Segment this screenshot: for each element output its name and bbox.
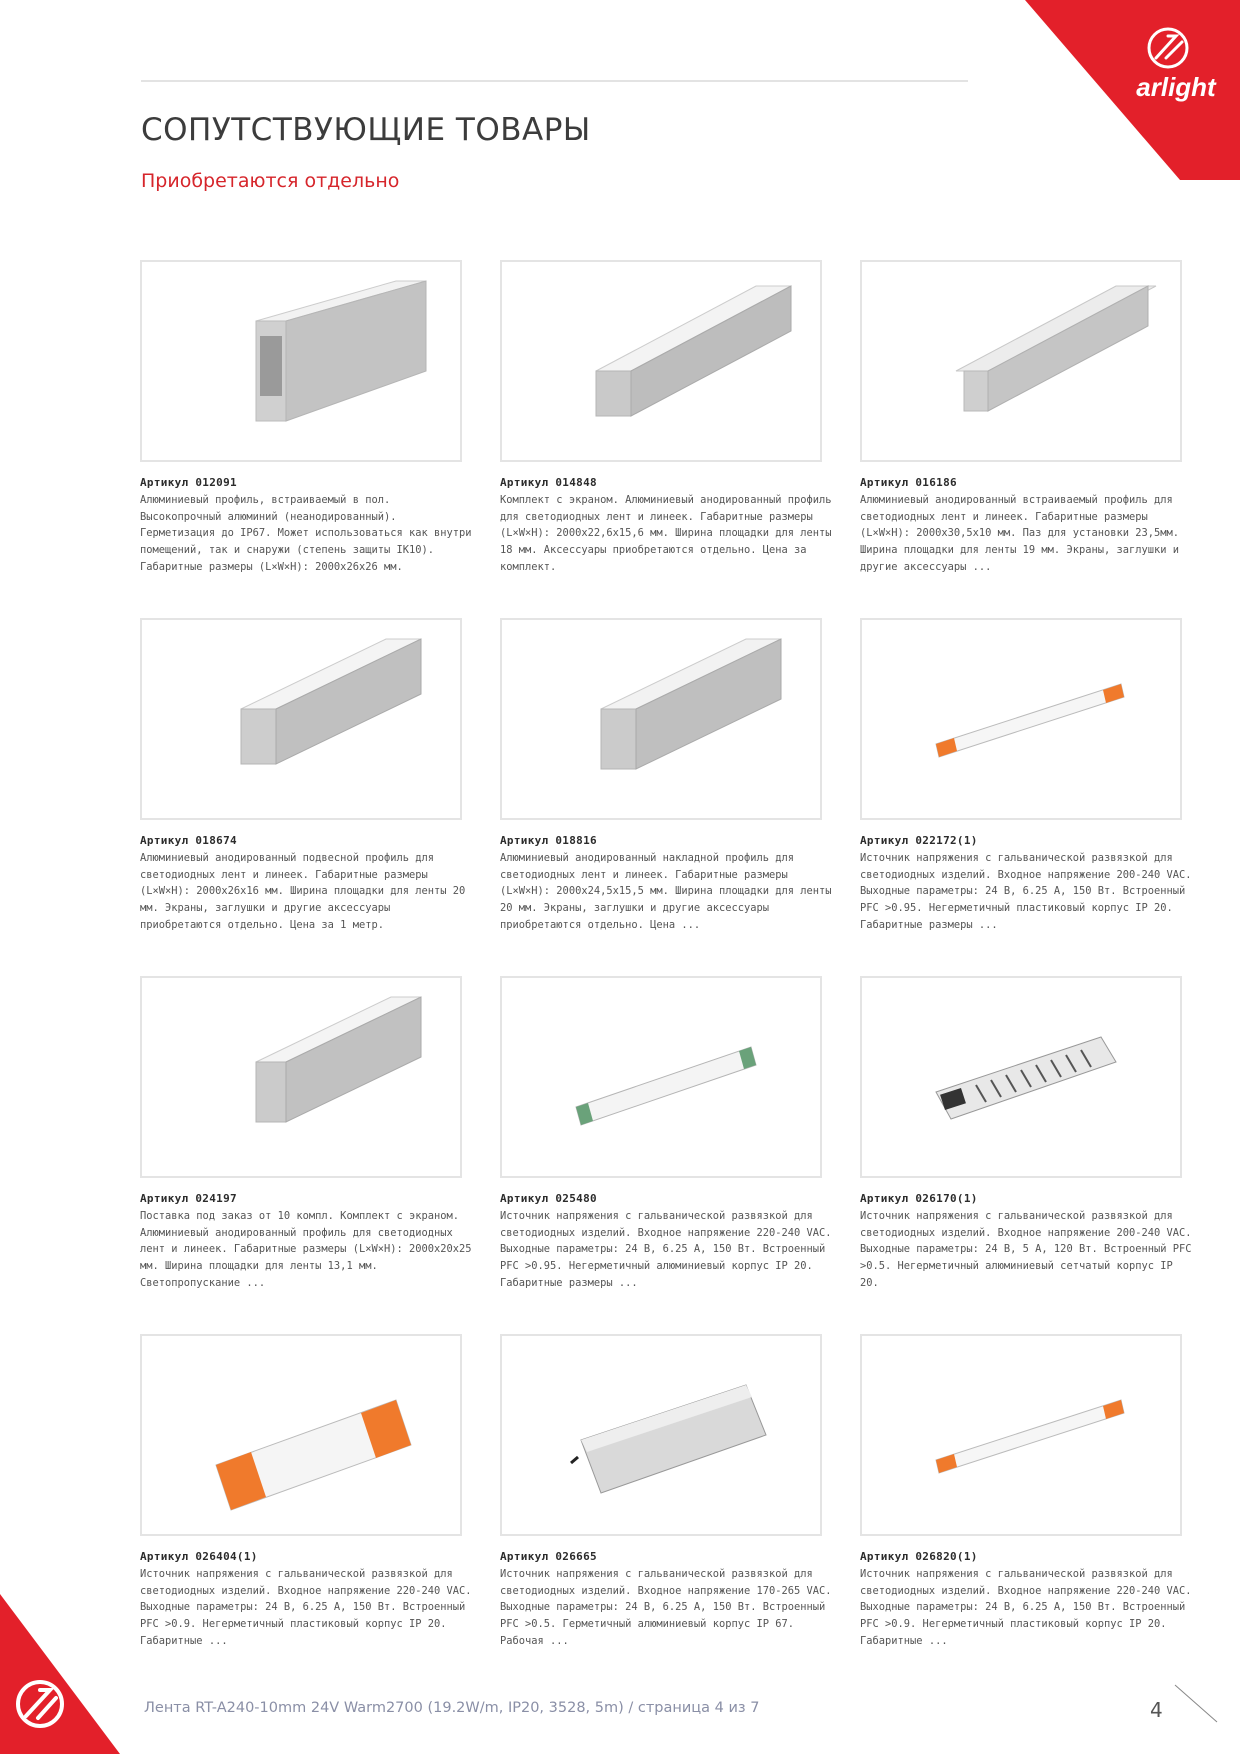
page-subtitle: Приобретаются отдельно	[141, 170, 400, 192]
product-article: Артикул 026820(1)	[860, 1550, 978, 1563]
product-card[interactable]	[140, 976, 475, 1292]
product-description: Источник напряжения с гальванической развязкой для светодиодных изделий. Входное напряжение 220-240 VAC. Выходные параметры: 24 В, 6.25 А, 150 Вт. Встроенный PFC >0.9. Негерметичный пластиковый корпус IP 20. Габаритные ...	[860, 1568, 1192, 1647]
product-card[interactable]	[500, 976, 835, 1292]
profile-icon	[156, 629, 446, 809]
product-card[interactable]	[500, 260, 835, 576]
logo-text: arlight	[1136, 72, 1216, 102]
product-article: Артикул 022172(1)	[860, 834, 978, 847]
product-article: Артикул 014848	[500, 476, 597, 489]
product-article: Артикул 018674	[140, 834, 237, 847]
product-article: Артикул 018816	[500, 834, 597, 847]
product-article: Артикул 025480	[500, 1192, 597, 1205]
product-description: Алюминиевый профиль, встраиваемый в пол. Высокопрочный алюминий (неанодированный). Герметизация до IP67. Может использоваться как внутри помещений, так и снаружи (степень защиты IK10). Габаритные размеры (L×W×H): 2000x26x26 мм.	[140, 494, 472, 573]
product-description: Алюминиевый анодированный встраиваемый профиль для светодиодных лент и линеек. Габаритные размеры (L×W×H): 2000x30,5x10 мм. Паз для установки 23,5мм. Ширина площадки для ленты 19 мм. Экраны, заглушки и другие аксессуары ...	[860, 494, 1180, 573]
product-card[interactable]	[500, 1334, 835, 1650]
product-description: Алюминиевый анодированный накладной профиль для светодиодных лент и линеек. Габаритные размеры (L×W×H): 2000x24,5x15,5 мм. Ширина площадки для ленты 20 мм. Экраны, заглушки и другие аксессуары приобретаются отдельно. Цена ...	[500, 852, 832, 931]
product-card[interactable]	[860, 260, 1195, 576]
product-image[interactable]	[140, 1334, 462, 1536]
page-number: 4	[1150, 1698, 1163, 1722]
product-article: Артикул 026665	[500, 1550, 597, 1563]
product-description: Алюминиевый анодированный подвесной профиль для светодиодных лент и линеек. Габаритные размеры (L×W×H): 2000x26x16 мм. Ширина площадки для ленты 20 мм. Экраны, заглушки и другие аксессуары приобретаются отдельно. Цена за 1 метр.	[140, 852, 466, 931]
power-supply-icon	[516, 987, 806, 1167]
product-image[interactable]	[500, 976, 822, 1178]
profile-icon	[156, 271, 446, 451]
product-article: Артикул 026404(1)	[140, 1550, 258, 1563]
product-description: Источник напряжения с гальванической развязкой для светодиодных изделий. Входное напряжение 220-240 VAC. Выходные параметры: 24 В, 6.25 А, 150 Вт. Встроенный PFC >0.9. Негерметичный пластиковый корпус IP 20. Габаритные ...	[140, 1568, 472, 1647]
power-supply-icon	[876, 987, 1166, 1167]
power-supply-icon	[876, 629, 1166, 809]
product-image[interactable]	[860, 976, 1182, 1178]
product-image[interactable]	[140, 618, 462, 820]
product-image[interactable]	[860, 618, 1182, 820]
product-image[interactable]	[140, 976, 462, 1178]
brand-corner-logo[interactable]	[920, 0, 1240, 180]
product-card[interactable]	[500, 618, 835, 934]
product-article: Артикул 012091	[140, 476, 237, 489]
product-card[interactable]	[860, 1334, 1195, 1650]
product-description: Комплект с экраном. Алюминиевый анодированный профиль для светодиодных лент и линеек. Габаритные размеры (L×W×H): 2000x22,6x15,6 мм. Ширина площадки для ленты 18 мм. Аксессуары приобретаются отдельно. Цена за комплект.	[500, 494, 832, 573]
profile-icon	[516, 629, 806, 809]
product-card[interactable]	[140, 260, 475, 576]
profile-icon	[156, 987, 446, 1167]
product-card[interactable]	[140, 1334, 475, 1650]
product-description: Поставка под заказ от 10 компл. Комплект с экраном. Алюминиевый анодированный профиль для светодиодных лент и линеек. Габаритные размеры (L×W×H): 2000x20x25 мм. Ширина площадки для ленты 13,1 мм. Светопропускание ...	[140, 1210, 472, 1289]
product-article: Артикул 016186	[860, 476, 957, 489]
product-description: Источник напряжения с гальванической развязкой для светодиодных изделий. Входное напряжение 170-265 VAC. Выходные параметры: 24 В, 6.25 А, 150 Вт. Встроенный PFC >0.5. Герметичный алюминиевый корпус IP 67. Рабочая ...	[500, 1568, 832, 1647]
product-card[interactable]	[140, 618, 475, 934]
product-image[interactable]	[140, 260, 462, 462]
product-image[interactable]	[860, 1334, 1182, 1536]
page-title: СОПУТСТВУЮЩИЕ ТОВАРЫ	[141, 112, 591, 148]
page-corner-line	[1172, 1682, 1222, 1726]
power-supply-icon	[876, 1345, 1166, 1525]
profile-icon	[876, 271, 1166, 451]
footer-document-title: Лента RT-A240-10mm 24V Warm2700 (19.2W/m, IP20, 3528, 5m) / страница 4 из 7	[144, 1700, 760, 1716]
product-description: Источник напряжения с гальванической развязкой для светодиодных изделий. Входное напряжение 200-240 VAC. Выходные параметры: 24 В, 5 А, 120 Вт. Встроенный PFC >0.5. Негерметичный алюминиевый сетчатый корпус IP 20.	[860, 1210, 1192, 1289]
product-article: Артикул 026170(1)	[860, 1192, 978, 1205]
power-supply-icon	[516, 1345, 806, 1525]
product-description: Источник напряжения с гальванической развязкой для светодиодных изделий. Входное напряжение 200-240 VAC. Выходные параметры: 24 В, 6.25 А, 150 Вт. Встроенный PFC >0.95. Негерметичный пластиковый корпус IP 20. Габаритные размеры ...	[860, 852, 1192, 931]
product-article: Артикул 024197	[140, 1192, 237, 1205]
product-card[interactable]	[860, 618, 1195, 934]
product-image[interactable]	[500, 260, 822, 462]
profile-icon	[516, 271, 806, 451]
power-supply-icon	[156, 1345, 446, 1525]
footer-corner-logo	[0, 1594, 120, 1754]
product-description: Источник напряжения с гальванической развязкой для светодиодных изделий. Входное напряжение 220-240 VAC. Выходные параметры: 24 В, 6.25 А, 150 Вт. Встроенный PFC >0.95. Негерметичный алюминиевый корпус IP 20. Габаритные размеры ...	[500, 1210, 832, 1289]
header-divider	[141, 80, 968, 82]
product-card[interactable]	[860, 976, 1195, 1292]
product-image[interactable]	[500, 618, 822, 820]
product-image[interactable]	[500, 1334, 822, 1536]
product-image[interactable]	[860, 260, 1182, 462]
